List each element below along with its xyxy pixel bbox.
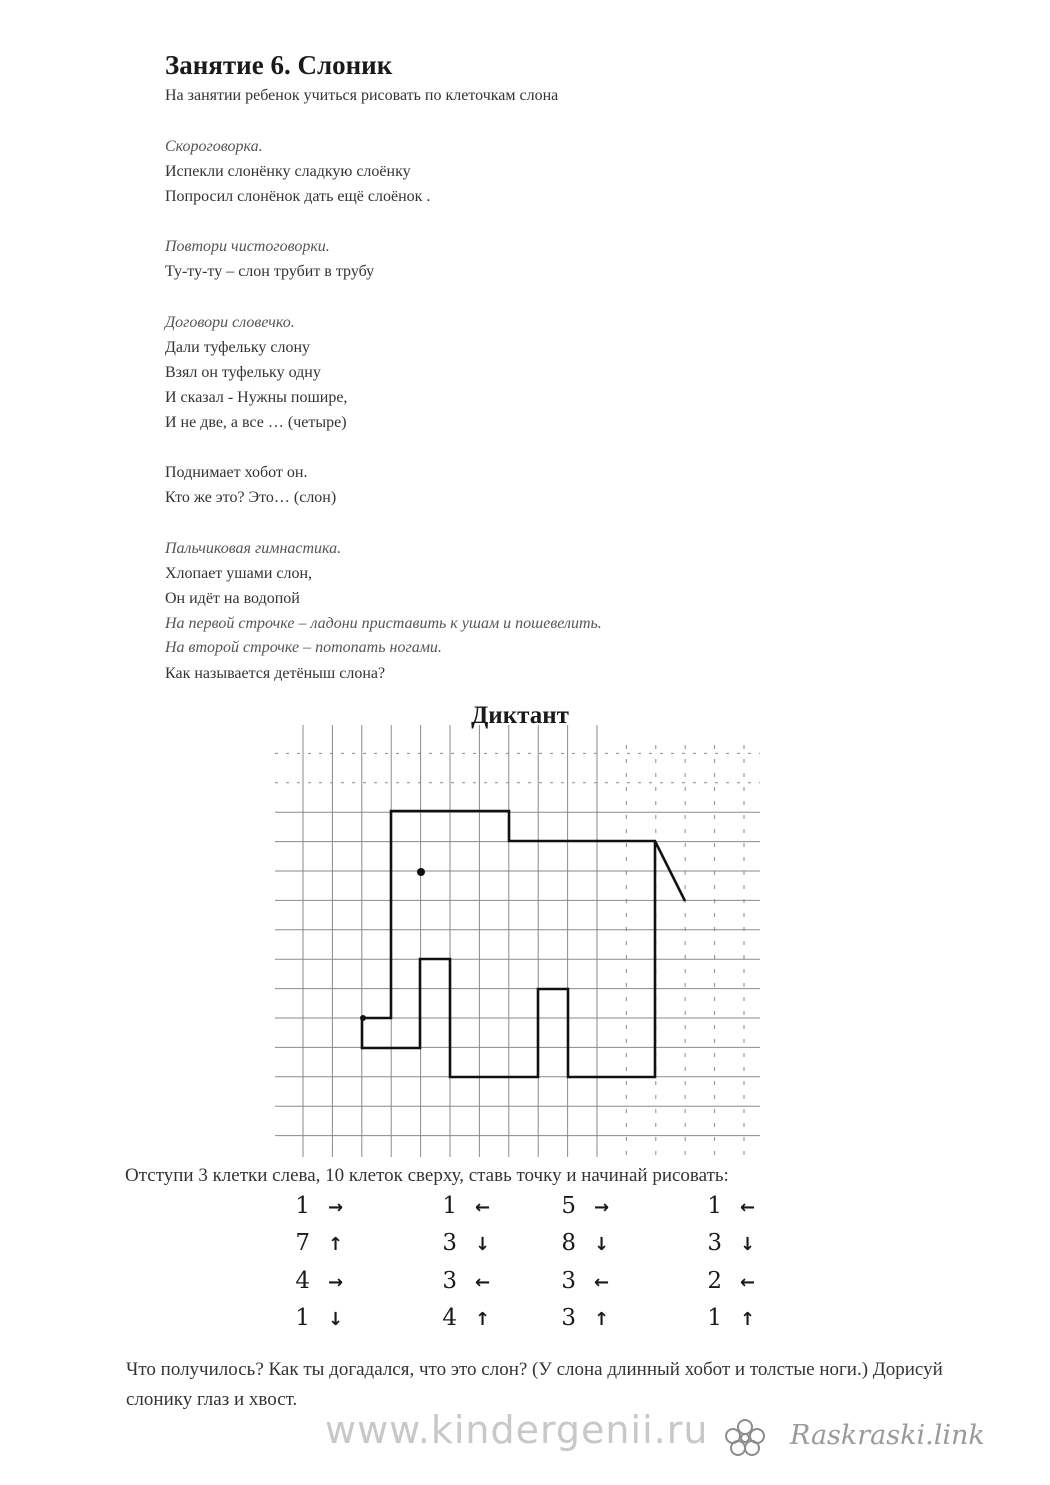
step-count: 1	[295, 1193, 310, 1219]
arrow-down-icon: ↓	[740, 1234, 756, 1255]
arrow-right-icon: →	[594, 1197, 610, 1218]
step-count: 3	[561, 1268, 576, 1294]
text-line: Как называется детёныш слона?	[165, 665, 386, 682]
step-count: 3	[707, 1230, 722, 1256]
dictation-step	[288, 1305, 368, 1335]
dictation-step	[700, 1305, 780, 1335]
final-question: Что получилось? Как ты догадался, что это слон? (У слона длинный хобот и толстые ноги.) Дорисуй слонику глаз и хвост.	[126, 1359, 943, 1410]
arrow-down-icon: ↓	[475, 1234, 491, 1255]
arrow-right-icon: →	[328, 1197, 344, 1218]
arrow-up-icon: ↑	[594, 1309, 610, 1330]
step-count: 3	[561, 1305, 576, 1331]
start-point	[360, 1015, 366, 1021]
dictation-step	[435, 1305, 515, 1335]
brand-watermark: Raskraski.link	[790, 1420, 985, 1451]
elephant-eye	[417, 868, 425, 876]
dictation-step	[435, 1193, 515, 1223]
arrow-left-icon: ←	[740, 1197, 756, 1218]
text-line: Поднимает хобот он.	[165, 464, 308, 481]
step-count: 3	[442, 1268, 457, 1294]
text-line: И сказал - Нужны пошире,	[165, 389, 348, 406]
arrow-right-icon: →	[328, 1272, 344, 1293]
text-line: Он идёт на водопой	[165, 590, 300, 607]
instruction-line: На первой строчке – ладони приставить к ушам и пошевелить.	[165, 615, 602, 632]
arrow-up-icon: ↑	[475, 1309, 491, 1330]
elephant-drawing	[362, 811, 685, 1077]
dictation-step	[435, 1268, 515, 1298]
text-line: Испекли слонёнку сладкую слоёнку	[165, 163, 411, 180]
lesson-title: Занятие 6. Слоник	[165, 50, 393, 80]
section-heading: Скороговорка.	[165, 138, 263, 155]
dictation-step	[554, 1230, 634, 1260]
text-line: Взял он туфельку одну	[165, 364, 321, 381]
step-count: 4	[295, 1268, 310, 1294]
step-count: 1	[295, 1305, 310, 1331]
dictation-step	[288, 1268, 368, 1298]
site-watermark: www.kindergenii.ru	[325, 1408, 709, 1452]
arrow-up-icon: ↑	[740, 1309, 756, 1330]
arrow-up-icon: ↑	[328, 1234, 344, 1255]
arrow-left-icon: ←	[740, 1272, 756, 1293]
step-count: 7	[295, 1230, 310, 1256]
section-heading: Пальчиковая гимнастика.	[165, 540, 342, 557]
dictation-step	[554, 1305, 634, 1335]
arrow-left-icon: ←	[475, 1197, 491, 1218]
arrow-down-icon: ↓	[328, 1309, 344, 1330]
text-line: Хлопает ушами слон,	[165, 565, 313, 582]
section-heading: Повтори чистоговорки.	[165, 238, 330, 255]
step-count: 5	[561, 1193, 576, 1219]
arrow-left-icon: ←	[594, 1272, 610, 1293]
dictation-step	[288, 1230, 368, 1260]
text-line: Кто же это? Это… (слон)	[165, 489, 337, 506]
step-count: 4	[442, 1305, 457, 1331]
step-count: 1	[707, 1193, 722, 1219]
arrow-left-icon: ←	[475, 1272, 491, 1293]
dictation-step	[554, 1193, 634, 1223]
text-line: Дали туфельку слону	[165, 339, 311, 356]
dictation-title: Диктант	[471, 702, 569, 729]
dictation-step	[554, 1268, 634, 1298]
step-count: 2	[707, 1268, 722, 1294]
text-line: И не две, а все … (четыре)	[165, 414, 347, 431]
step-count: 1	[707, 1305, 722, 1331]
lesson-subtitle: На занятии ребенок учиться рисовать по клеточкам слона	[165, 87, 559, 104]
arrow-down-icon: ↓	[594, 1234, 610, 1255]
instruction-line: На второй строчке – потопать ногами.	[165, 639, 442, 656]
flower-logo-icon	[722, 1418, 768, 1458]
step-count: 1	[442, 1193, 457, 1219]
grid-lines	[275, 725, 765, 1157]
step-count: 3	[442, 1230, 457, 1256]
dictation-step	[700, 1230, 780, 1260]
step-count: 8	[561, 1230, 576, 1256]
dictation-step	[700, 1268, 780, 1298]
dictation-step	[700, 1193, 780, 1223]
dictation-step	[435, 1230, 515, 1260]
text-line: Попросил слонёнок дать ещё слоёнок .	[165, 188, 431, 205]
section-heading: Договори словечко.	[165, 314, 295, 331]
drawing-grid	[275, 725, 765, 1165]
dictation-step	[288, 1193, 368, 1223]
dictation-instruction: Отступи 3 клетки слева, 10 клеток сверху, ставь точку и начинай рисовать:	[125, 1165, 729, 1186]
text-line: Ту-ту-ту – слон трубит в трубу	[165, 263, 375, 280]
